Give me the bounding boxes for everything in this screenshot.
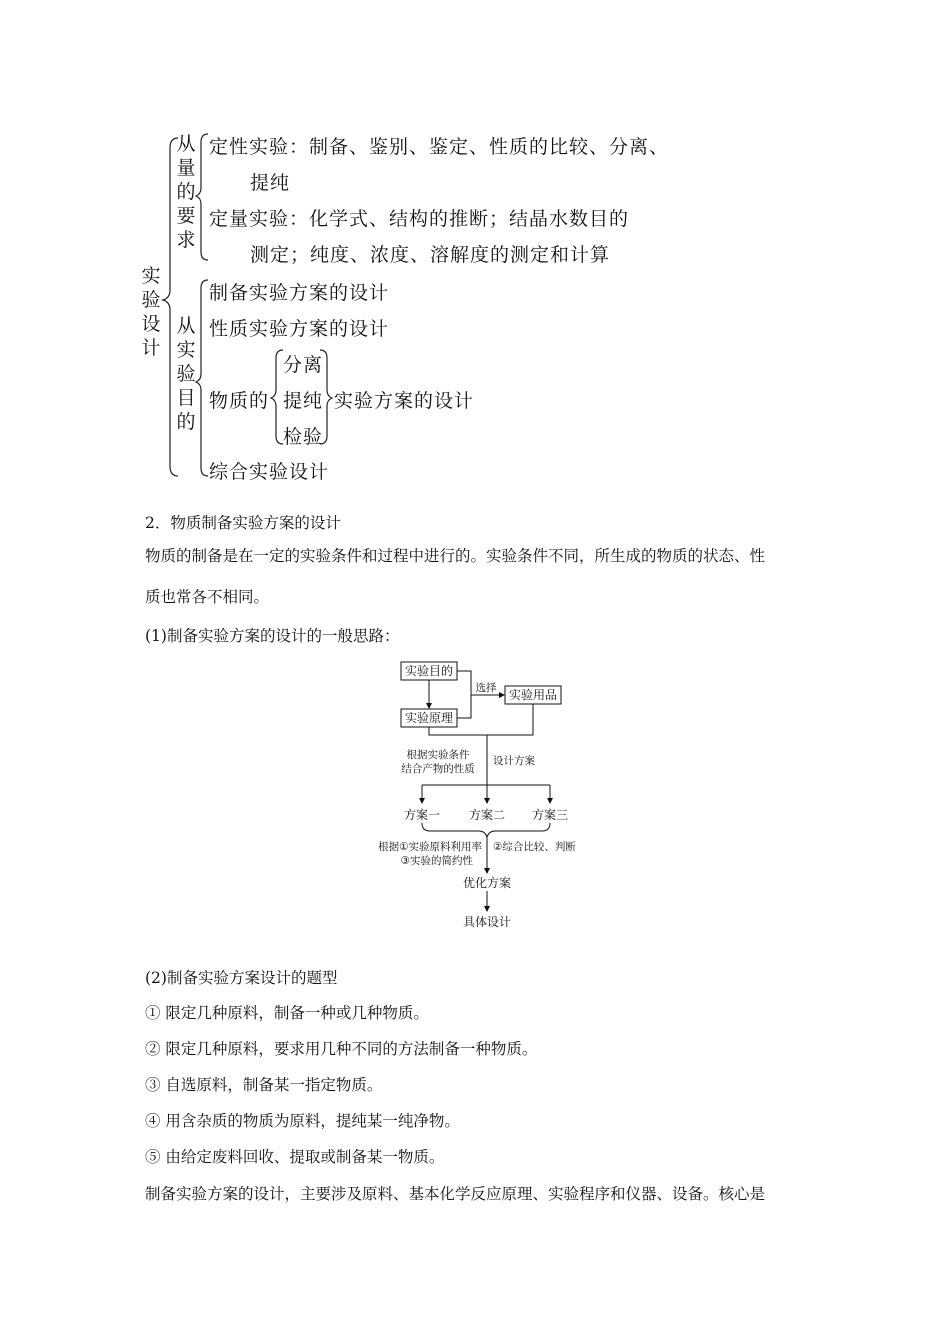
flow-basis-line2: 结合产物的性质: [401, 763, 475, 775]
branch2-brace: [196, 280, 208, 476]
option-purify: 提纯: [283, 390, 324, 412]
flow-select: 选择: [475, 682, 497, 694]
prep-design: 制备实验方案的设计: [209, 282, 390, 304]
comprehensive-design: 综合实验设计: [209, 461, 330, 483]
paragraph-line2: 质也常各不相同。: [145, 588, 270, 606]
paragraph-line1: 物质的制备是在一定的实验条件和过程中进行的。实验条件不同，所生成的物质的状态、性: [145, 547, 766, 565]
question-type-item: ② 限定几种原料，要求用几种不同的方法制备一种物质。: [145, 1040, 538, 1058]
flow-compare-line2: ③实验的简约性: [400, 855, 473, 867]
tree-branch-quantity: 从量的要求: [176, 133, 196, 251]
flow-design: 设计方案: [493, 755, 535, 767]
branch1-brace: [196, 134, 208, 260]
property-design: 性质实验方案的设计: [209, 318, 390, 340]
flow-plan-2: 方案二: [468, 808, 506, 822]
qualitative-line1: 定性实验：制备、鉴别、鉴定、性质的比较、分离、: [209, 136, 670, 158]
qualitative-line2: 提纯: [250, 172, 291, 194]
question-type-item: ① 限定几种原料，制备一种或几种物质。: [145, 1004, 429, 1022]
flow-plan-3: 方案三: [531, 808, 569, 822]
substance-prefix: 物质的: [209, 390, 270, 412]
subheading-approach: (1)制备实验方案的设计的一般思路：: [145, 627, 400, 645]
question-type-item: ④ 用含杂质的物质为原料，提纯某一纯净物。: [145, 1112, 460, 1130]
flow-optimize: 优化方案: [462, 876, 512, 890]
question-type-item: ③ 自选原料，制备某一指定物质。: [145, 1076, 383, 1094]
flow-compare-right: ②综合比较、判断: [493, 841, 576, 853]
substance-suffix: 实验方案的设计: [334, 390, 475, 412]
option-separate: 分离: [283, 354, 324, 376]
flow-detail: 具体设计: [462, 915, 512, 929]
flow-supplies: 实验用品: [508, 688, 558, 702]
quantitative-line2: 测定；纯度、浓度、溶解度的测定和计算: [250, 244, 611, 266]
tree-root: 实验设计: [141, 265, 161, 359]
tree-branch-purpose: 从实验目的: [176, 315, 196, 433]
subheading-question-types: (2)制备实验方案设计的题型: [145, 969, 338, 987]
substance-left-brace: [271, 350, 283, 444]
quantitative-line1: 定量实验：化学式、结构的推断；结晶水数目的: [209, 208, 630, 230]
option-test: 检验: [283, 426, 324, 448]
section-heading: 2．物质制备实验方案的设计: [145, 514, 341, 532]
flow-goal: 实验目的: [404, 664, 454, 678]
closing-paragraph: 制备实验方案的设计，主要涉及原料、基本化学反应原理、实验程序和仪器、设备。核心是: [145, 1185, 766, 1203]
flow-plan-1: 方案一: [403, 808, 441, 822]
question-type-item: ⑤ 由给定废料回收、提取或制备某一物质。: [145, 1148, 445, 1166]
flow-principle: 实验原理: [404, 711, 454, 725]
design-flowchart: [360, 655, 600, 940]
flow-basis-line1: 根据实验条件: [406, 749, 470, 761]
flow-compare-line1: 根据①实验原料利用率: [378, 841, 482, 853]
